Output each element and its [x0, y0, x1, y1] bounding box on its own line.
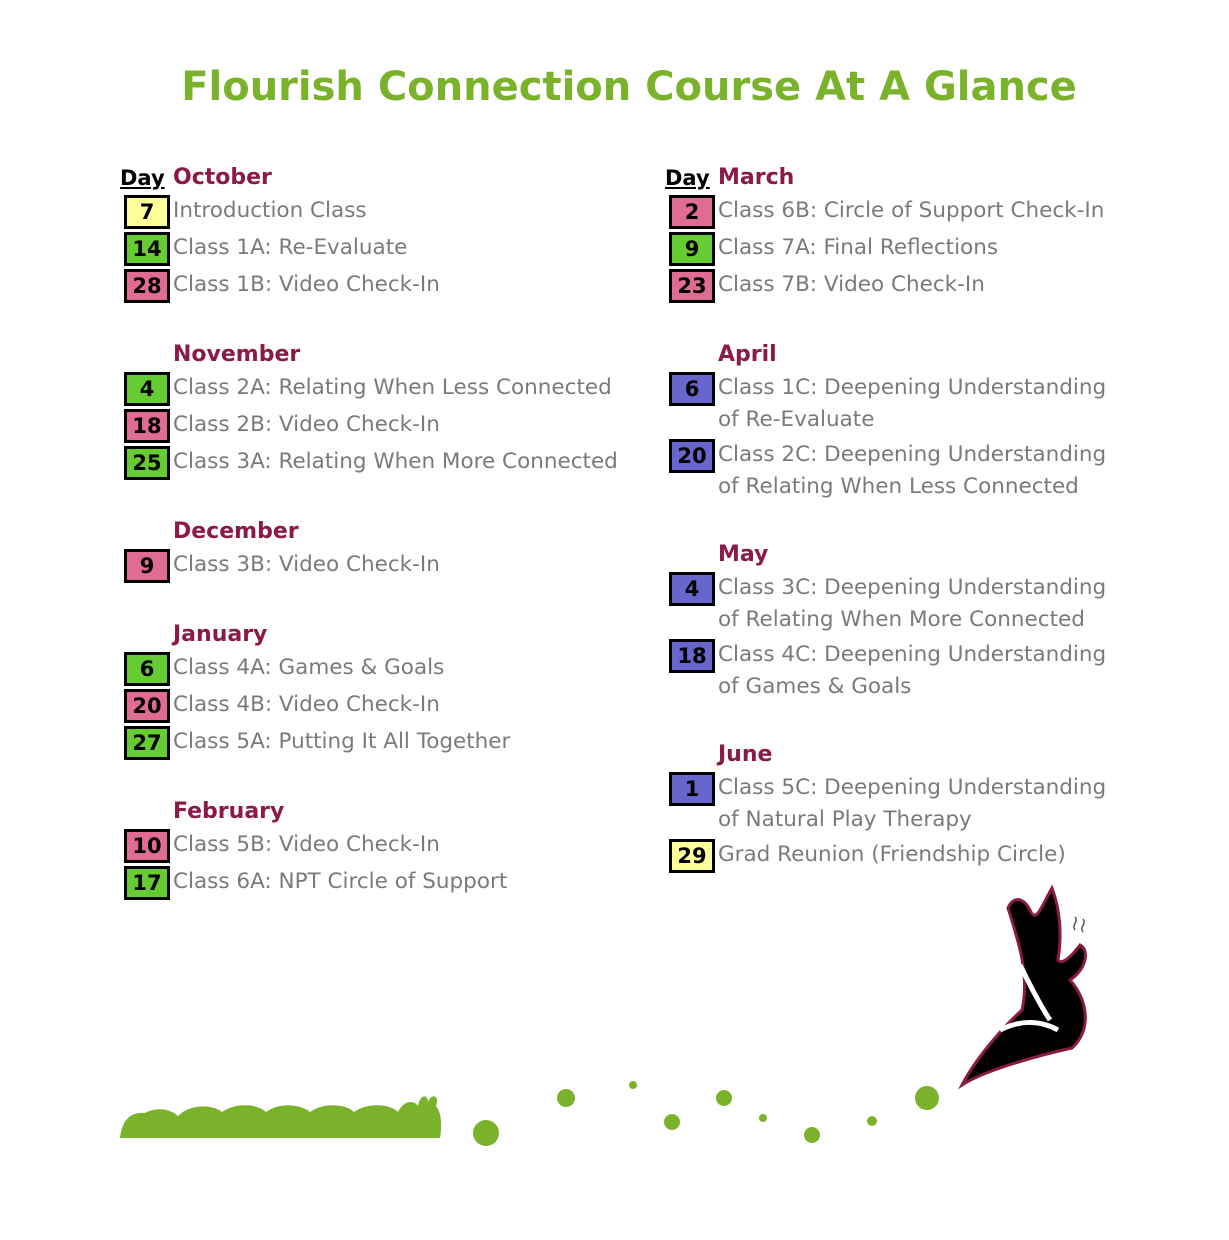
class-row	[120, 549, 640, 583]
day-badge: 2	[669, 195, 715, 229]
class-name: Class 1C: Deepening Understanding of Re-Evaluate	[718, 375, 1107, 432]
month-header	[665, 160, 1125, 192]
month-october	[120, 160, 640, 303]
class-row	[120, 829, 640, 863]
month-name: March	[718, 165, 795, 190]
month-november	[120, 337, 640, 480]
class-name: Class 4B: Video Check-In	[173, 692, 440, 717]
day-badge: 9	[669, 232, 715, 266]
class-row	[665, 839, 1125, 873]
day-column-header: Day	[120, 166, 165, 190]
class-row	[665, 195, 1125, 229]
class-name: Class 4A: Games & Goals	[173, 655, 445, 680]
class-row	[120, 689, 640, 723]
day-badge: 14	[124, 232, 170, 266]
day-badge: 23	[669, 269, 715, 303]
month-may	[665, 537, 1125, 703]
month-name: February	[173, 799, 285, 824]
day-badge: 1	[669, 772, 715, 806]
month-header	[665, 737, 1125, 769]
class-row	[120, 269, 640, 303]
day-badge: 17	[124, 866, 170, 900]
month-name: January	[173, 622, 268, 647]
month-june	[665, 737, 1125, 873]
class-row	[665, 372, 1125, 436]
class-row	[665, 439, 1125, 503]
trail-dots	[473, 1081, 939, 1146]
class-name: Class 5C: Deepening Understanding of Natural Play Therapy	[718, 775, 1107, 832]
month-header	[120, 794, 640, 826]
class-row	[665, 572, 1125, 636]
day-badge: 10	[124, 829, 170, 863]
butterfly-icon	[962, 888, 1085, 1085]
class-name: Class 7B: Video Check-In	[718, 272, 985, 297]
class-name: Class 2A: Relating When Less Connected	[173, 375, 612, 400]
month-header	[120, 160, 640, 192]
day-badge: 20	[124, 689, 170, 723]
month-march	[665, 160, 1125, 303]
month-header	[665, 337, 1125, 369]
day-badge: 18	[124, 409, 170, 443]
class-name: Class 4C: Deepening Understanding of Games & Goals	[718, 642, 1107, 699]
class-row	[120, 446, 640, 480]
class-row	[665, 639, 1125, 703]
day-badge: 9	[124, 549, 170, 583]
month-header	[120, 337, 640, 369]
month-name: April	[718, 342, 777, 367]
day-badge: 28	[124, 269, 170, 303]
day-badge: 29	[669, 839, 715, 873]
class-row	[120, 195, 640, 229]
class-name: Class 5A: Putting It All Together	[173, 729, 511, 754]
left-column	[120, 160, 640, 934]
day-badge: 27	[124, 726, 170, 760]
month-december	[120, 514, 640, 583]
class-name: Class 6A: NPT Circle of Support	[173, 869, 508, 894]
day-badge: 7	[124, 195, 170, 229]
day-badge: 4	[669, 572, 715, 606]
class-row	[120, 232, 640, 266]
page-title: Flourish Connection Course At A Glance	[181, 64, 1077, 110]
class-name: Class 1B: Video Check-In	[173, 272, 440, 297]
class-row	[120, 726, 640, 760]
right-column	[665, 160, 1125, 907]
class-name: Class 5B: Video Check-In	[173, 832, 440, 857]
caterpillar-icon	[120, 1096, 441, 1138]
month-january	[120, 617, 640, 760]
caterpillar-butterfly-illustration	[0, 880, 1229, 1180]
day-badge: 18	[669, 639, 715, 673]
day-badge: 6	[124, 652, 170, 686]
class-row	[120, 409, 640, 443]
month-header	[120, 514, 640, 546]
class-name: Class 2B: Video Check-In	[173, 412, 440, 437]
day-badge: 20	[669, 439, 715, 473]
day-column-header: Day	[665, 166, 710, 190]
class-name: Class 3C: Deepening Understanding of Relating When More Connected	[718, 575, 1107, 632]
class-name: Class 2C: Deepening Understanding of Relating When Less Connected	[718, 442, 1107, 499]
month-name: December	[173, 519, 299, 544]
class-row	[665, 232, 1125, 266]
class-row	[120, 372, 640, 406]
month-name: October	[173, 165, 272, 190]
day-badge: 25	[124, 446, 170, 480]
class-name: Introduction Class	[173, 198, 367, 223]
month-name: May	[718, 542, 769, 567]
month-april	[665, 337, 1125, 503]
class-row	[665, 772, 1125, 836]
class-row	[665, 269, 1125, 303]
month-header	[665, 537, 1125, 569]
class-row	[120, 652, 640, 686]
day-badge: 4	[124, 372, 170, 406]
class-name: Class 7A: Final Reflections	[718, 235, 999, 260]
day-badge: 6	[669, 372, 715, 406]
month-name: June	[718, 742, 773, 767]
class-name: Class 3A: Relating When More Connected	[173, 449, 618, 474]
class-name: Class 1A: Re-Evaluate	[173, 235, 408, 260]
month-name: November	[173, 342, 301, 367]
class-name: Grad Reunion (Friendship Circle)	[718, 842, 1066, 867]
class-name: Class 6B: Circle of Support Check-In	[718, 198, 1105, 223]
month-header	[120, 617, 640, 649]
class-name: Class 3B: Video Check-In	[173, 552, 440, 577]
